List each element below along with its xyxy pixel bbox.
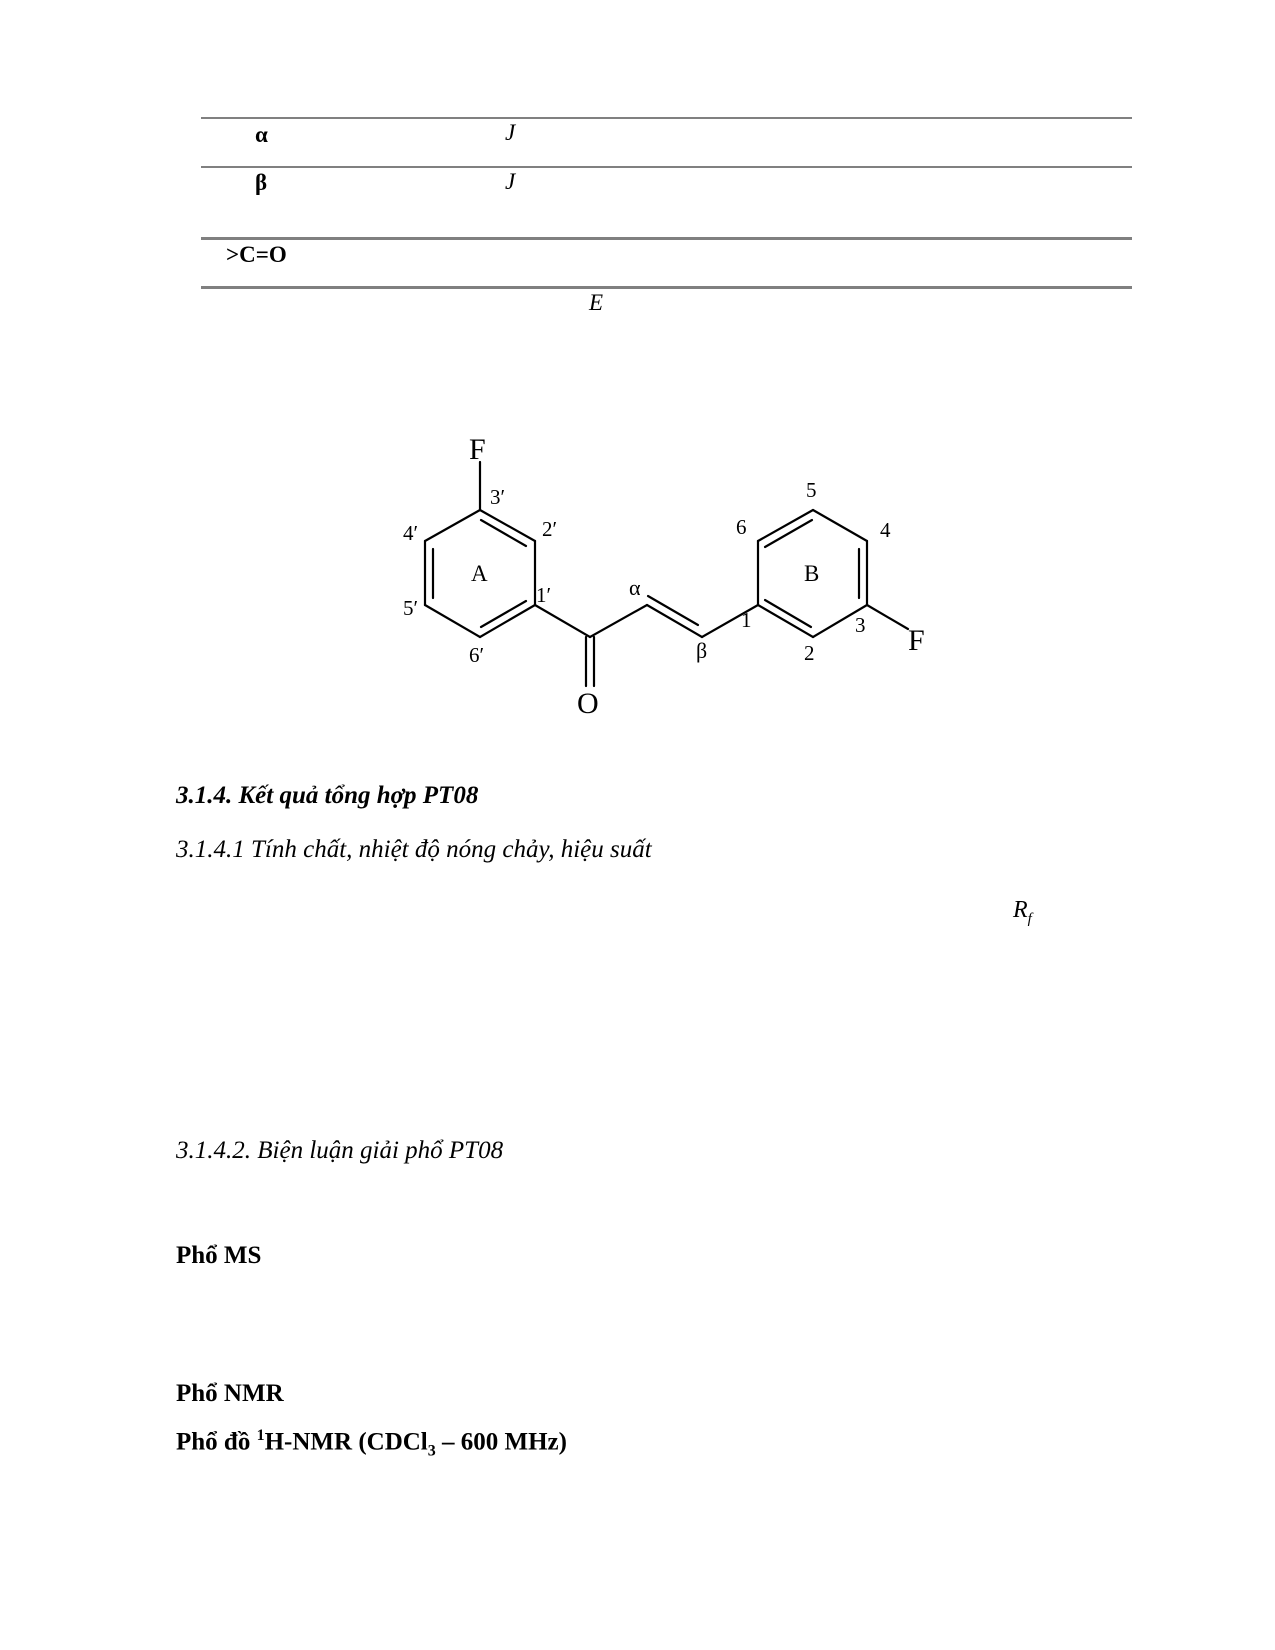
table-row-carbonyl-label: >C=O [226, 242, 287, 267]
chalcone-structure-diagram [0, 0, 1275, 760]
locant-3-prime: 3′ [490, 485, 506, 509]
isotope-superscript: 1 [256, 1427, 265, 1444]
locant-1: 1 [741, 608, 752, 632]
locant-alpha: α [629, 575, 641, 600]
heading-1h-nmr-suffix: – 600 MHz) [435, 1428, 567, 1456]
locant-4: 4 [880, 518, 891, 542]
locant-5-prime: 5′ [403, 596, 419, 620]
locant-6-prime: 6′ [469, 643, 485, 667]
heading-1h-nmr-mid: H-NMR (CDCl [264, 1428, 428, 1456]
chloroform-subscript: 3 [427, 1442, 436, 1460]
subsection-heading-3-1-4-1: 3.1.4.1 Tính chất, nhiệt độ nóng chảy, hiệu suất [176, 836, 652, 863]
heading-ms-spectrum: Phổ MS [176, 1242, 262, 1269]
locant-3: 3 [855, 613, 866, 637]
table-row-beta-label: β [255, 170, 268, 195]
oxygen-atom: O [577, 687, 599, 720]
locant-5: 5 [806, 478, 817, 502]
ring-b-label: B [804, 561, 820, 586]
locant-2: 2 [804, 641, 815, 665]
rf-symbol-main: R [1013, 897, 1028, 923]
fluorine-atom-right: F [908, 624, 925, 657]
rf-symbol [1013, 897, 1032, 928]
table-row-alpha-label: α [255, 122, 268, 147]
table-row-beta-coupling: J [505, 169, 516, 194]
locant-2-prime: 2′ [542, 517, 558, 541]
locant-4-prime: 4′ [403, 521, 419, 545]
locant-beta: β [696, 638, 708, 663]
heading-1h-nmr [176, 1427, 567, 1460]
table-footnote-e: E [589, 290, 604, 315]
fluorine-atom-top: F [469, 433, 486, 466]
locant-1-prime: 1′ [536, 583, 552, 607]
subsection-heading-3-1-4-2: 3.1.4.2. Biện luận giải phổ PT08 [176, 1137, 504, 1164]
heading-1h-nmr-prefix: Phổ đồ [176, 1428, 257, 1456]
locant-6: 6 [736, 515, 747, 539]
section-heading-3-1-4: 3.1.4. Kết quả tổng hợp PT08 [176, 782, 479, 809]
rf-symbol-subscript: f [1027, 910, 1032, 927]
ring-a-label: A [471, 561, 488, 586]
heading-nmr-spectrum: Phổ NMR [176, 1380, 284, 1407]
table-row-alpha-coupling: J [505, 120, 516, 145]
